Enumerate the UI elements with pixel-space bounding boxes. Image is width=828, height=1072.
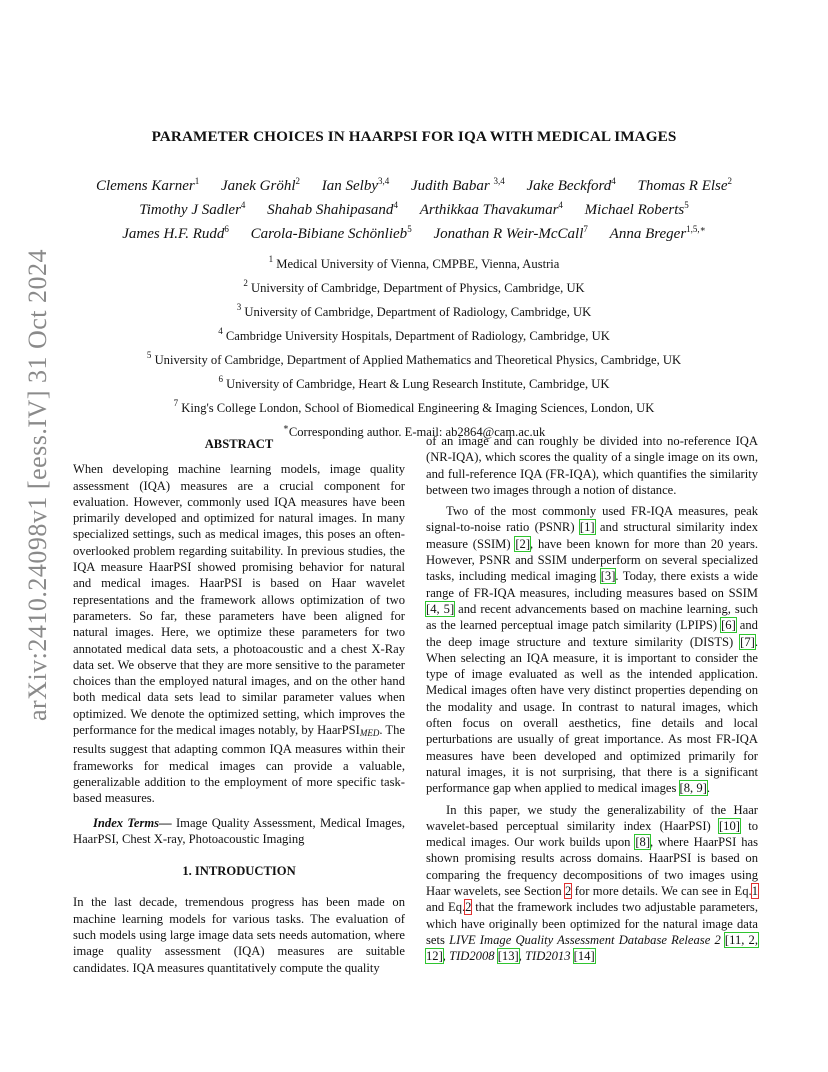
paper-title: PARAMETER CHOICES IN HAARPSI FOR IQA WITH MEDICAL IMAGES (151, 128, 677, 145)
equation-ref-link[interactable]: 2 (465, 900, 472, 915)
author-row-1 (60, 172, 768, 196)
right-column (426, 433, 758, 965)
citation-link[interactable]: [8, 9] (679, 781, 707, 796)
author: Judith Babar $^{3,4}$ (410, 176, 505, 194)
haarpsi-paragraph: In this paper, we study the generalizability of the Haar wavelet-based perceptual similarity index (HaarPSI) [10] to medical images. Our work builds upon [8], where HaarPSI has shown promising results across domains. HaarPSI is based on comparing the frequency decompositions of two images using Haar wavelets, see Section 2 for more details. We can see in Eq.1 and Eq.2 that the framework includes two adjustable parameters, which have originally been optimized for the natural image data sets LIVE Image Quality Assessment Database Release 2 [11, 2, 12], TID2008 [13], TID2013 [14] (426, 802, 758, 964)
author-row-3 (60, 220, 768, 244)
citation-link[interactable]: [14] (573, 949, 595, 964)
introduction-heading: 1. INTRODUCTION (182, 864, 296, 879)
affiliation: $^7$ King's College London, School of Biomedical Engineering & Imaging Sciences, London, UK (173, 398, 655, 415)
citation-link[interactable]: [2] (515, 536, 531, 551)
introduction-paragraph: In the last decade, tremendous progress has been made on machine learning models for various tasks. The evaluation of such models using large image data sets needs automation, where image quality assessment (IQA) measures are suitable candidates. IQA measures quantitatively compute the quality (73, 895, 405, 975)
author: Carola-Bibiane Schönlieb$^5$ (250, 224, 412, 242)
left-column (73, 436, 405, 976)
affiliation: $^6$ University of Cambridge, Heart & Lung Research Institute, Cambridge, UK (218, 374, 610, 391)
author: Ian Selby$^{3,4}$ (321, 176, 390, 194)
author: Thomas R Else$^2$ (637, 176, 733, 194)
citation-link[interactable]: [4, 5] (426, 601, 455, 616)
author: Jonathan R Weir-McCall$^7$ (433, 224, 588, 242)
author: Janek Gröhl$^2$ (220, 176, 300, 194)
affiliation: $^5$ University of Cambridge, Department of Applied Mathematics and Theoretical Physics, Cambridge, UK (146, 350, 682, 367)
affiliation: $^4$ Cambridge University Hospitals, Department of Radiology, Cambridge, UK (218, 326, 610, 343)
citation-link[interactable]: [10] (718, 818, 740, 833)
abstract-heading: ABSTRACT (204, 437, 274, 451)
author-list (60, 172, 768, 244)
affiliation: $^1$ Medical University of Vienna, CMPBE, Vienna, Austria (268, 254, 560, 271)
arxiv-sidebar (18, 248, 58, 722)
intro-continuation: of an image and can roughly be divided into no-reference IQA (NR-IQA), which scores the quality of a single image on its own, and full-reference IQA (FR-IQA), which quantifies the similarity between two images through a notion of distance. (426, 434, 758, 497)
author: Anna Breger$^{1,5,∗}$ (609, 224, 706, 242)
affiliation: $^2$ University of Cambridge, Department of Physics, Cambridge, UK (243, 278, 585, 295)
affiliation-list (60, 250, 768, 442)
citation-link[interactable]: [3] (600, 569, 616, 584)
author: James H.F. Rudd$^6$ (122, 224, 229, 242)
author: Clemens Karner$^1$ (95, 176, 200, 194)
citation-link[interactable]: [8] (635, 835, 651, 850)
author-row-2 (60, 196, 768, 220)
index-terms: Index Terms— Image Quality Assessment, Medical Images, HaarPSI, Chest X-ray, Photoacoustic Imaging (73, 815, 405, 846)
equation-ref-link[interactable]: 1 (751, 884, 758, 899)
citation-link[interactable]: [7] (740, 634, 755, 649)
corresponding-author: ∗Corresponding author. E-mail: ab2864@cam.ac.uk (282, 422, 546, 439)
author: Timothy J Sadler$^4$ (139, 200, 246, 218)
author: Michael Roberts$^5$ (584, 200, 689, 218)
affiliation: $^3$ University of Cambridge, Department of Radiology, Cambridge, UK (236, 302, 592, 319)
citation-link[interactable]: [1] (579, 520, 595, 535)
citation-link[interactable]: [13] (497, 949, 519, 964)
section-ref-link[interactable]: 2 (565, 884, 572, 899)
arxiv-identifier: arXiv:2410.24098v1 [eess.IV] 31 Oct 2024 (23, 248, 52, 722)
author: Jake Beckford$^4$ (526, 176, 616, 194)
iqa-measures-paragraph: Two of the most commonly used FR-IQA measures, peak signal-to-noise ratio (PSNR) [1] and structural similarity index measure (SSIM) [2], have been known for more than 20 years. However, PSNR and SSIM underperform on several specialized tasks, including medical imaging [3]. Today, there exists a wide range of FR-IQA measures, including measures based on SSIM [4, 5] and recent advancements based on machine learning, such as the learned perceptual image patch similarity (LPIPS) [6] and the deep image structure and texture similarity (DISTS) [7]. When selecting an IQA measure, it is important to consider the type of image evaluated as well as the intended application. Medical images often have very distinct properties depending on the modality and usage. In contrast to natural images, which often focus on overall aesthetics, fine details and local perturbations are usually of great importance. As most FR-IQA measures have been developed and optimized primarily for natural images, it is not surprising, that there is a significant performance gap when applied to medical images [8, 9]. (426, 504, 758, 796)
author: Arthikkaa Thavakumar$^4$ (419, 200, 563, 218)
author: Shahab Shahipasand$^4$ (267, 200, 398, 218)
citation-link[interactable]: [11, 2, 12] (426, 932, 758, 964)
abstract-text: When developing machine learning models, image quality assessment (IQA) measures are a crucial component for evaluation. However, commonly used IQA measures have been primarily developed and optimized for natural images. In many specialized settings, such as medical images, this poses an often-overlooked problem regarding suitability. In previous studies, the IQA measure HaarPSI showed promising behavior for natural and medical images. HaarPSI is based on Haar wavelet representations and the framework allows optimization of two parameters. So far, these parameters have been aligned for natural images. Here, we optimize these parameters for two annotated medical data sets, a photoacoustic and a chest X-Ray data set. We observe that they are more sensitive to the parameter choices than the employed natural images, and on the other hand both medical data sets lead to similar parameter values when optimized. We denote the optimized setting, which improves the performance for the medical images notably, by HaarPSI$_{MED}$. The results suggest that adapting common IQA measures within their frameworks for medical images can provide a valuable, generalizable addition to the employment of more specific task-based measures. (73, 462, 406, 806)
citation-link[interactable]: [6] (721, 618, 736, 633)
